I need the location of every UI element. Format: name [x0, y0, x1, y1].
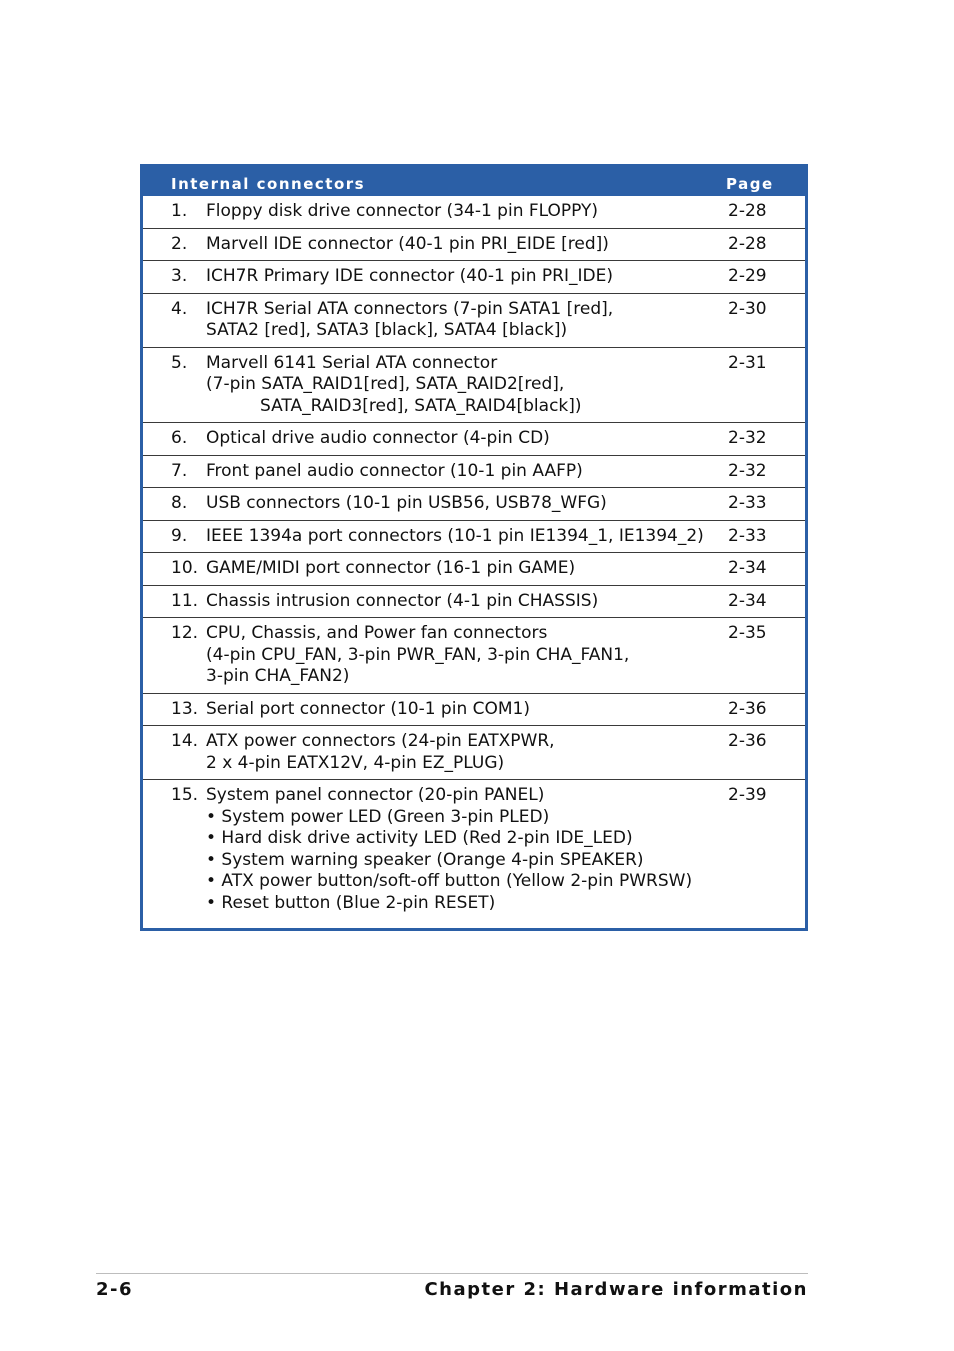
- table-row: [143, 422, 805, 455]
- row-description: [206, 299, 716, 342]
- table-body: [143, 196, 805, 928]
- row-number: 1.: [171, 201, 188, 221]
- row-number: 10.: [171, 558, 199, 578]
- connectors-table: [140, 164, 808, 931]
- description-line: • System warning speaker (Orange 4-pin SPEAKER): [206, 849, 644, 870]
- table-row: [143, 520, 805, 553]
- description-line: Floppy disk drive connector (34-1 pin FLOPPY): [206, 201, 599, 221]
- table-row: [143, 293, 805, 347]
- description-line: • ATX power button/soft-off button (Yellow 2-pin PWRSW): [206, 871, 693, 891]
- row-description: [206, 591, 716, 613]
- row-description: [206, 731, 716, 774]
- row-page: 2-34: [728, 558, 767, 578]
- row-description: [206, 428, 716, 450]
- row-description: [206, 234, 716, 256]
- description-line: • Hard disk drive activity LED (Red 2-pin IDE_LED): [206, 828, 633, 848]
- description-line: Chassis intrusion connector (4-1 pin CHASSIS): [206, 590, 599, 611]
- row-number: 11.: [171, 590, 199, 611]
- table-row: [143, 487, 805, 520]
- row-page: 2-33: [728, 525, 767, 546]
- row-number: 7.: [171, 460, 188, 481]
- row-description: [206, 493, 716, 515]
- row-page: 2-36: [728, 698, 767, 719]
- description-line: GAME/MIDI port connector (16-1 pin GAME): [206, 558, 576, 578]
- row-number: 15.: [171, 785, 199, 805]
- row-number: 3.: [171, 266, 188, 286]
- row-description: [206, 623, 716, 688]
- table-row: [143, 260, 805, 293]
- row-page: 2-35: [728, 623, 767, 643]
- row-page: 2-34: [728, 590, 767, 611]
- row-number: 12.: [171, 623, 199, 643]
- table-row: [143, 196, 805, 228]
- row-description: [206, 201, 716, 223]
- description-line: Marvell 6141 Serial ATA connector: [206, 352, 498, 373]
- footer-chapter-title: Chapter 2: Hardware information: [424, 1279, 808, 1300]
- description-line: SATA2 [red], SATA3 [black], SATA4 [black]): [206, 320, 568, 340]
- row-number: 6.: [171, 428, 188, 448]
- description-line: CPU, Chassis, and Power fan connectors: [206, 623, 548, 643]
- row-number: 5.: [171, 352, 188, 373]
- row-page: 2-32: [728, 428, 767, 448]
- row-page: 2-30: [728, 298, 767, 319]
- row-page: 2-28: [728, 233, 767, 254]
- description-line: 3-pin CHA_FAN2): [206, 666, 350, 686]
- table-row: [143, 617, 805, 693]
- description-line: 2 x 4-pin EATX12V, 4-pin EZ_PLUG): [206, 752, 505, 773]
- row-number: 9.: [171, 525, 188, 546]
- row-description: [206, 266, 716, 288]
- description-line: Optical drive audio connector (4-pin CD): [206, 428, 550, 448]
- row-page: 2-29: [728, 266, 767, 286]
- row-page: 2-36: [728, 731, 767, 751]
- description-line: ATX power connectors (24-pin EATXPWR,: [206, 731, 555, 751]
- table-row: [143, 552, 805, 585]
- description-line: • Reset button (Blue 2-pin RESET): [206, 892, 496, 913]
- row-number: 8.: [171, 493, 188, 513]
- header-page: Page: [726, 175, 774, 193]
- description-line: SATA_RAID3[red], SATA_RAID4[black]): [260, 395, 582, 416]
- row-description: [206, 461, 716, 483]
- description-line: Marvell IDE connector (40-1 pin PRI_EIDE [red]): [206, 233, 609, 254]
- row-description: [206, 699, 716, 721]
- footer-divider: [96, 1273, 808, 1274]
- table-row: [143, 725, 805, 779]
- table-row: [143, 585, 805, 618]
- description-line: (4-pin CPU_FAN, 3-pin PWR_FAN, 3-pin CHA_FAN1,: [206, 644, 630, 665]
- table-row: [143, 779, 805, 928]
- description-line: IEEE 1394a port connectors (10-1 pin IE1394_1, IE1394_2): [206, 525, 704, 546]
- table-header: [143, 167, 805, 196]
- row-number: 13.: [171, 698, 199, 719]
- row-page: 2-32: [728, 460, 767, 481]
- table-row: [143, 347, 805, 423]
- description-line: ICH7R Primary IDE connector (40-1 pin PRI_IDE): [206, 266, 613, 286]
- row-page: 2-31: [728, 352, 767, 373]
- row-description: [206, 785, 716, 914]
- description-line: Front panel audio connector (10-1 pin AAFP): [206, 460, 583, 481]
- description-line: • System power LED (Green 3-pin PLED): [206, 806, 550, 827]
- footer-page-number: 2-6: [96, 1279, 134, 1300]
- table-row: [143, 455, 805, 488]
- row-description: [206, 353, 716, 418]
- description-line: Serial port connector (10-1 pin COM1): [206, 698, 530, 719]
- table-row: [143, 228, 805, 261]
- row-description: [206, 558, 716, 580]
- row-page: 2-39: [728, 785, 767, 805]
- row-number: 4.: [171, 298, 188, 319]
- header-title: Internal connectors: [171, 175, 366, 193]
- description-line: (7-pin SATA_RAID1[red], SATA_RAID2[red],: [206, 374, 565, 394]
- row-number: 14.: [171, 731, 199, 751]
- row-page: 2-28: [728, 201, 767, 221]
- description-line: ICH7R Serial ATA connectors (7-pin SATA1 [red],: [206, 298, 614, 319]
- table-row: [143, 693, 805, 726]
- row-description: [206, 526, 716, 548]
- description-line: USB connectors (10-1 pin USB56, USB78_WFG): [206, 493, 607, 513]
- description-line: System panel connector (20-pin PANEL): [206, 785, 545, 805]
- row-page: 2-33: [728, 493, 767, 513]
- row-number: 2.: [171, 233, 188, 254]
